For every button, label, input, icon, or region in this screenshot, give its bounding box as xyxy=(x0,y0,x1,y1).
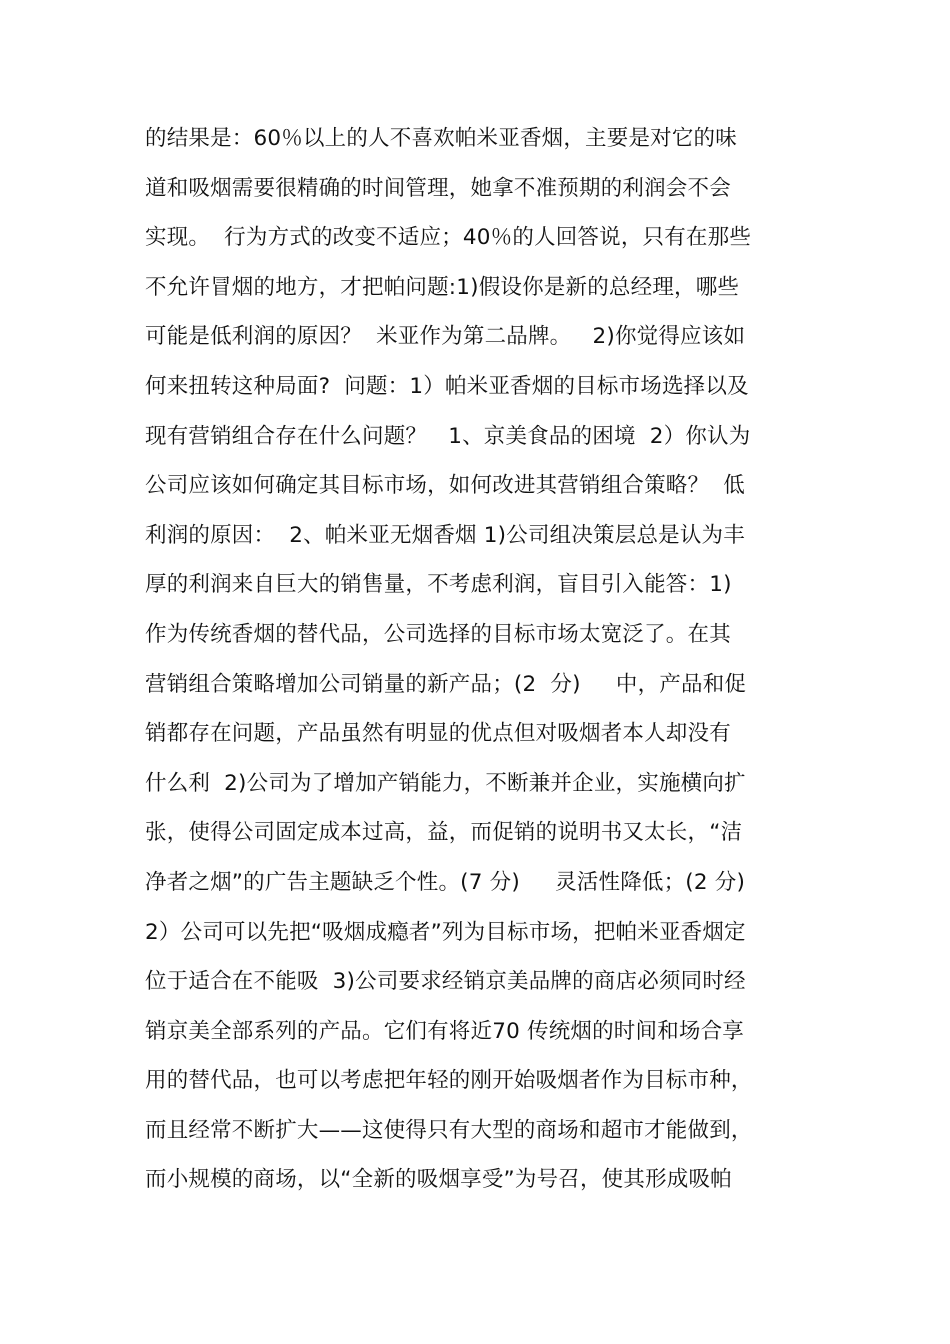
text-line: 作为传统香烟的替代品，公司选择的目标市场太宽泛了。在其 xyxy=(145,621,731,647)
text-line: 而且经常不断扩大——这使得只有大型的商场和超市才能做到， xyxy=(145,1117,753,1143)
text-line: 2）公司可以先把“吸烟成瘾者”列为目标市场，把帕米亚香烟定 xyxy=(145,919,746,945)
text-line: 净者之烟”的广告主题缺乏个性。(7 分) 灵活性降低；(2 分) xyxy=(145,869,746,895)
text-line: 实现。 行为方式的改变不适应；40％的人回答说，只有在那些 xyxy=(145,225,752,251)
text-line: 何来扭转这种局面? 问题：1）帕米亚香烟的目标市场选择以及 xyxy=(145,373,749,399)
text-line: 营销组合策略增加公司销量的新产品；(2 分) 中，产品和促 xyxy=(145,671,747,697)
text-line: 可能是低利润的原因？ 米亚作为第二品牌。 2)你觉得应该如 xyxy=(145,324,746,350)
text-line: 用的替代品，也可以考虑把年轻的刚开始吸烟者作为目标市种， xyxy=(145,1068,753,1094)
text-line: 销都存在问题，产品虽然有明显的优点但对吸烟者本人却没有 xyxy=(145,721,731,747)
body-text xyxy=(145,114,835,1205)
text-line: 利润的原因： 2、帕米亚无烟香烟 1)公司组决策层总是认为丰 xyxy=(145,522,745,548)
text-line: 道和吸烟需要很精确的时间管理，她拿不准预期的利润会不会 xyxy=(145,175,731,201)
text-line: 现有营销组合存在什么问题？ 1、京美食品的困境 2）你认为 xyxy=(145,423,751,449)
text-line: 张，使得公司固定成本过高，益，而促销的说明书又太长，“洁 xyxy=(145,820,743,846)
text-line: 什么利 2)公司为了增加产销能力，不断兼并企业，实施横向扩 xyxy=(145,770,746,796)
text-line: 的结果是：60％以上的人不喜欢帕米亚香烟，主要是对它的味 xyxy=(145,126,737,151)
text-line: 而小规模的商场，以“全新的吸烟享受”为号召，使其形成吸帕 xyxy=(145,1167,732,1193)
text-line: 不允许冒烟的地方，才把帕问题:1)假设你是新的总经理，哪些 xyxy=(145,274,740,300)
text-line: 厚的利润来自巨大的销售量，不考虑利润，盲目引入能答：1) xyxy=(145,572,732,598)
text-line: 位于适合在不能吸 3)公司要求经销京美品牌的商店必须同时经 xyxy=(145,969,746,995)
text-line: 公司应该如何确定其目标市场，如何改进其营销组合策略？ 低 xyxy=(145,473,745,499)
text-line: 销京美全部系列的产品。它们有将近70 传统烟的时间和场合享 xyxy=(145,1018,744,1044)
